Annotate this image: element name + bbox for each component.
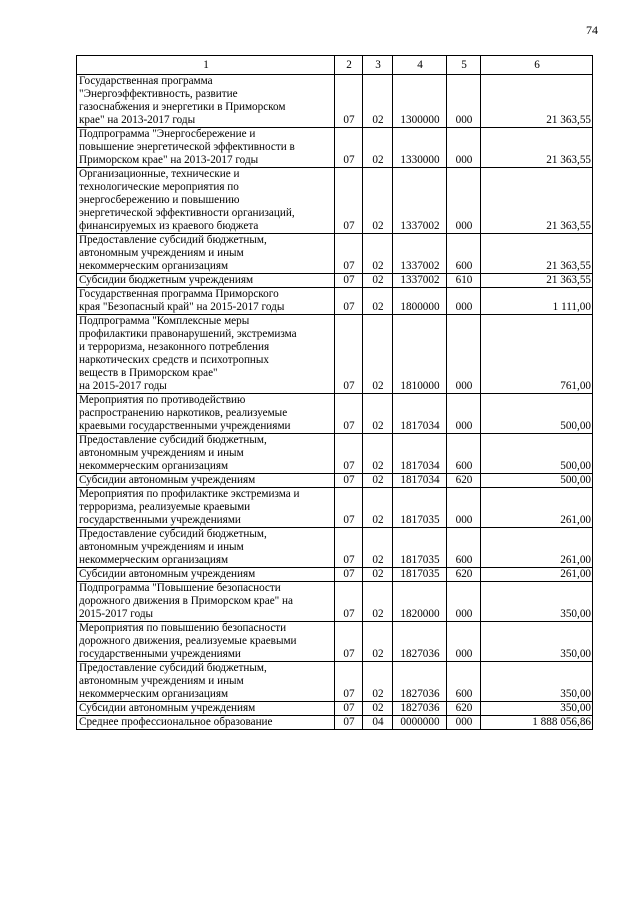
target-article-cell: 1817034	[393, 394, 447, 434]
subsection-code-cell: 04	[363, 716, 393, 730]
subsection-code-cell: 02	[363, 168, 393, 234]
section-code-cell: 07	[335, 75, 363, 128]
table-row	[77, 315, 593, 394]
table-row	[77, 128, 593, 168]
budget-table	[76, 55, 593, 730]
row-name-cell: Мероприятия по профилактике экстремизма и терроризма, реализуемые краевыми государственными учреждениями	[77, 488, 335, 528]
table-row	[77, 528, 593, 568]
section-code-cell: 07	[335, 702, 363, 716]
expense-type-cell: 600	[447, 662, 481, 702]
subsection-code-cell: 02	[363, 488, 393, 528]
section-code-cell: 07	[335, 716, 363, 730]
target-article-cell: 1827036	[393, 622, 447, 662]
expense-type-cell: 000	[447, 488, 481, 528]
column-header: 2	[335, 56, 363, 75]
expense-type-cell: 610	[447, 274, 481, 288]
table-row	[77, 394, 593, 434]
row-name-cell: Подпрограмма "Повышение безопасности дорожного движения в Приморском крае" на 2015-2017 годы	[77, 582, 335, 622]
amount-cell: 21 363,55	[481, 168, 593, 234]
target-article-cell: 1817034	[393, 434, 447, 474]
row-name-cell: Среднее профессиональное образование	[77, 716, 335, 730]
row-name-cell: Предоставление субсидий бюджетным, автономным учреждениям и иным некоммерческим организациям	[77, 662, 335, 702]
amount-cell: 21 363,55	[481, 75, 593, 128]
row-name-cell: Мероприятия по повышению безопасности дорожного движения, реализуемые краевыми государственными учреждениями	[77, 622, 335, 662]
subsection-code-cell: 02	[363, 568, 393, 582]
amount-cell: 1 111,00	[481, 288, 593, 315]
table-row	[77, 662, 593, 702]
row-name-cell: Подпрограмма "Энергосбережение и повышение энергетической эффективности в Приморском крае" на 2013-2017 годы	[77, 128, 335, 168]
section-code-cell: 07	[335, 274, 363, 288]
table-row	[77, 75, 593, 128]
page-number: 74	[586, 23, 598, 37]
expense-type-cell: 620	[447, 568, 481, 582]
amount-cell: 1 888 056,86	[481, 716, 593, 730]
table-row	[77, 168, 593, 234]
amount-cell: 21 363,55	[481, 128, 593, 168]
section-code-cell: 07	[335, 662, 363, 702]
section-code-cell: 07	[335, 288, 363, 315]
target-article-cell: 1817035	[393, 528, 447, 568]
target-article-cell: 1820000	[393, 582, 447, 622]
expense-type-cell: 000	[447, 288, 481, 315]
table-row	[77, 702, 593, 716]
table-row	[77, 288, 593, 315]
expense-type-cell: 000	[447, 168, 481, 234]
target-article-cell: 1827036	[393, 702, 447, 716]
target-article-cell: 1817034	[393, 474, 447, 488]
expense-type-cell: 000	[447, 582, 481, 622]
subsection-code-cell: 02	[363, 702, 393, 716]
table-row	[77, 474, 593, 488]
section-code-cell: 07	[335, 488, 363, 528]
subsection-code-cell: 02	[363, 234, 393, 274]
subsection-code-cell: 02	[363, 394, 393, 434]
row-name-cell: Государственная программа Приморского края "Безопасный край" на 2015-2017 годы	[77, 288, 335, 315]
row-name-cell: Субсидии автономным учреждениям	[77, 474, 335, 488]
row-name-cell: Предоставление субсидий бюджетным, автономным учреждениям и иным некоммерческим организациям	[77, 528, 335, 568]
target-article-cell: 1817035	[393, 488, 447, 528]
amount-cell: 350,00	[481, 662, 593, 702]
subsection-code-cell: 02	[363, 274, 393, 288]
row-name-cell: Субсидии бюджетным учреждениям	[77, 274, 335, 288]
subsection-code-cell: 02	[363, 582, 393, 622]
amount-cell: 350,00	[481, 702, 593, 716]
target-article-cell: 1827036	[393, 662, 447, 702]
subsection-code-cell: 02	[363, 315, 393, 394]
section-code-cell: 07	[335, 474, 363, 488]
section-code-cell: 07	[335, 394, 363, 434]
row-name-cell: Субсидии автономным учреждениям	[77, 568, 335, 582]
amount-cell: 500,00	[481, 434, 593, 474]
amount-cell: 500,00	[481, 474, 593, 488]
expense-type-cell: 000	[447, 315, 481, 394]
target-article-cell: 1817035	[393, 568, 447, 582]
expense-type-cell: 000	[447, 716, 481, 730]
table-row	[77, 488, 593, 528]
section-code-cell: 07	[335, 528, 363, 568]
column-header: 3	[363, 56, 393, 75]
row-name-cell: Организационные, технические и технологические мероприятия по энергосбережению и повышению энергетической эффективности организаций, финансируемых из краевого бюджета	[77, 168, 335, 234]
target-article-cell: 1330000	[393, 128, 447, 168]
subsection-code-cell: 02	[363, 528, 393, 568]
table-row	[77, 716, 593, 730]
subsection-code-cell: 02	[363, 434, 393, 474]
target-article-cell: 1337002	[393, 168, 447, 234]
table-row	[77, 274, 593, 288]
target-article-cell: 1810000	[393, 315, 447, 394]
section-code-cell: 07	[335, 622, 363, 662]
table-row	[77, 568, 593, 582]
expense-type-cell: 000	[447, 622, 481, 662]
section-code-cell: 07	[335, 168, 363, 234]
amount-cell: 21 363,55	[481, 234, 593, 274]
row-name-cell: Предоставление субсидий бюджетным, автономным учреждениям и иным некоммерческим организациям	[77, 434, 335, 474]
amount-cell: 261,00	[481, 528, 593, 568]
section-code-cell: 07	[335, 315, 363, 394]
row-name-cell: Государственная программа "Энергоэффективность, развитие газоснабжения и энергетики в Приморском крае" на 2013-2017 годы	[77, 75, 335, 128]
expense-type-cell: 000	[447, 394, 481, 434]
expense-type-cell: 600	[447, 434, 481, 474]
column-header: 6	[481, 56, 593, 75]
row-name-cell: Подпрограмма "Комплексные меры профилактики правонарушений, экстремизма и терроризма, незаконного потребления наркотических средств и психотропных веществ в Приморском крае" на 2015-2017 годы	[77, 315, 335, 394]
section-code-cell: 07	[335, 234, 363, 274]
subsection-code-cell: 02	[363, 288, 393, 315]
row-name-cell: Мероприятия по противодействию распространению наркотиков, реализуемые краевыми государственными учреждениями	[77, 394, 335, 434]
target-article-cell: 1300000	[393, 75, 447, 128]
table-row	[77, 434, 593, 474]
amount-cell: 21 363,55	[481, 274, 593, 288]
expense-type-cell: 620	[447, 702, 481, 716]
target-article-cell: 1337002	[393, 274, 447, 288]
amount-cell: 261,00	[481, 568, 593, 582]
section-code-cell: 07	[335, 128, 363, 168]
section-code-cell: 07	[335, 582, 363, 622]
expense-type-cell: 000	[447, 75, 481, 128]
table-row	[77, 582, 593, 622]
expense-type-cell: 600	[447, 528, 481, 568]
subsection-code-cell: 02	[363, 128, 393, 168]
amount-cell: 761,00	[481, 315, 593, 394]
amount-cell: 500,00	[481, 394, 593, 434]
expense-type-cell: 620	[447, 474, 481, 488]
row-name-cell: Предоставление субсидий бюджетным, автономным учреждениям и иным некоммерческим организациям	[77, 234, 335, 274]
column-header: 4	[393, 56, 447, 75]
section-code-cell: 07	[335, 434, 363, 474]
amount-cell: 350,00	[481, 582, 593, 622]
section-code-cell: 07	[335, 568, 363, 582]
table-row	[77, 234, 593, 274]
row-name-cell: Субсидии автономным учреждениям	[77, 702, 335, 716]
subsection-code-cell: 02	[363, 662, 393, 702]
table-row	[77, 622, 593, 662]
amount-cell: 350,00	[481, 622, 593, 662]
subsection-code-cell: 02	[363, 474, 393, 488]
column-header: 5	[447, 56, 481, 75]
subsection-code-cell: 02	[363, 75, 393, 128]
expense-type-cell: 000	[447, 128, 481, 168]
target-article-cell: 1800000	[393, 288, 447, 315]
expense-type-cell: 600	[447, 234, 481, 274]
subsection-code-cell: 02	[363, 622, 393, 662]
target-article-cell: 0000000	[393, 716, 447, 730]
column-header: 1	[77, 56, 335, 75]
amount-cell: 261,00	[481, 488, 593, 528]
table-header-row	[77, 56, 593, 75]
target-article-cell: 1337002	[393, 234, 447, 274]
